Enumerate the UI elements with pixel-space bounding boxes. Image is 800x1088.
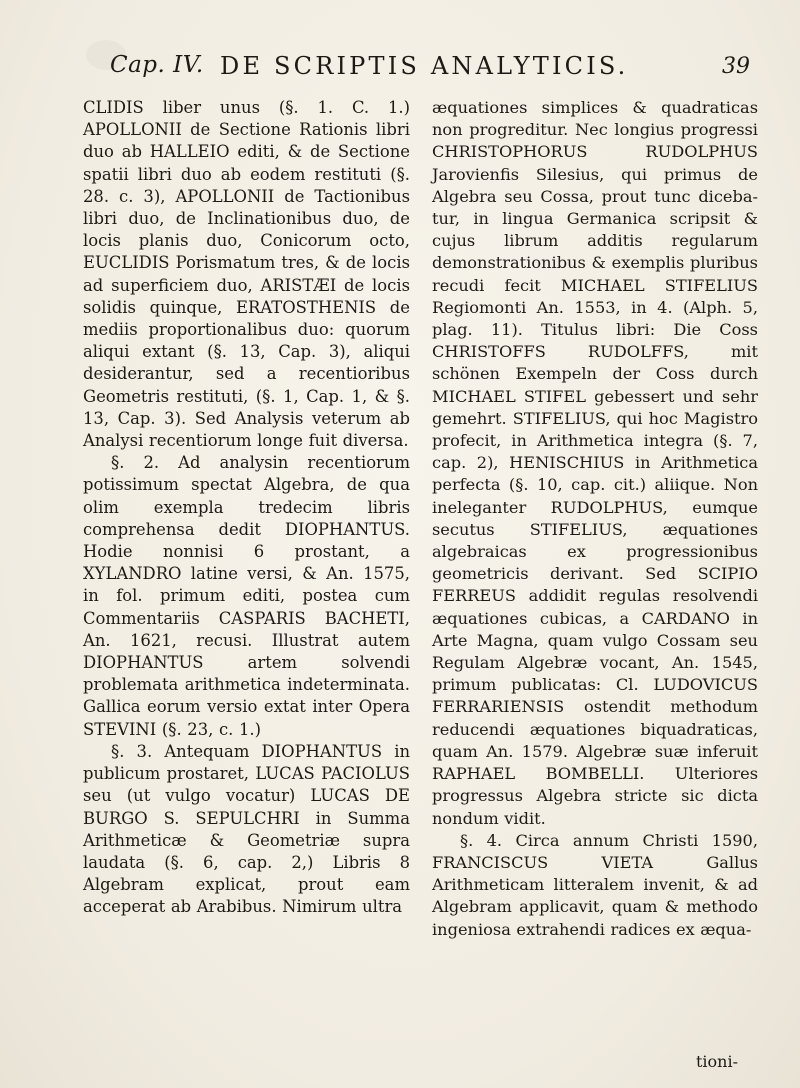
paragraph-left-2: §. 2. Ad analysin recentiorum potissimum spectat Algebra, de qua olim exempla tredecim libris comprehensa dedit DIOPHANTUS. Hodie nonnisi 6 prostant, a XYLANDRO latine versi, & An. 1575, in fol. primum editi, postea cum Commentariis CASPARIS BACHETI, An. 1621, recusi. Illustrat autem DIOPHANTUS artem solvendi problemata arithmetica indeterminata. Gallica eorum versio extat inter Opera STEVINI (§. 23, c. 1.) — [83, 453, 410, 739]
paragraph-right-1: æquationes simplices & quadraticas non progreditur. Nec longius progressi CHRISTOPHORUS RUDOLPHUS Jarovienfis Silesius, qui primus de Algebra seu Cossa, prout tunc diceba- tur, in lingua Germanica scripsit & cujus librum additis regularum demonstrationibus & exemplis pluribus recudi fecit MICHAEL STIFELIUS Regiomonti An. 1553, in 4. (Alph. 5, plag. 11). Titulus libri: Die Coss CHRISTOFFS RUDOLFFS, mit schönen Exempeln der Coss durch MICHAEL STIFEL gebessert und sehr gemehrt. STIFELIUS, qui hoc Magistro profecit, in Arithmetica integra (§. 7, cap. 2), HENISCHIUS in Arithmetica perfecta (§. 10, cap. cit.) aliique. Non ineleganter RUDOLPHUS, eumque secutus STIFELIUS, æquationes algebraicas ex progressionibus geometricis derivant. Sed SCIPIO FERREUS addidit regulas resolvendi æquationes cubicas, a CARDANO in Arte Magna, quam vulgo Cossam seu Regulam Algebræ vocant, An. 1545, primum publicatas: Cl. LUDOVICUS FERRARIENSIS ostendit methodum reducendi æquationes biquadraticas, quam An. 1579. Algebræ suæ inferuit RAPHAEL BOMBELLI. Ulteriores progressus Algebra stricte sic dicta nondum vidit. — [432, 98, 758, 828]
paragraph-left-1: CLIDIS liber unus (§. 1. C. 1.) APOLLONII de Sectione Rationis libri duo ab HALLEIO editi, & de Sectione spatii libri duo ab eodem restituti (§. 28. c. 3), APOLLONII de Tactionibus libri duo, de Inclinationibus duo, de locis planis duo, Conicorum octo, EUCLIDIS Porismatum tres, & de locis ad superficiem duo, ARISTÆI de locis solidis quinque, ERATOSTHENIS de mediis proportionalibus duo: quorum aliqui extant (§. 13, Cap. 3), aliqui desiderantur, sed a recentioribus Geometris restituti, (§. 1, Cap. 1, & §. 13, Cap. 3). Sed Analysis veterum ab Analysi recentiorum longe fuit diversa. — [83, 98, 410, 451]
left-column — [83, 97, 410, 919]
paragraph-left-3: §. 3. Antequam DIOPHANTUS in publicum prostaret, LUCAS PACIOLUS seu (ut vulgo vocatur) LUCAS DE BURGO S. SEPULCHRI in Summa Arithmeticæ & Geometriæ supra laudata (§. 6, cap. 2,) Libris 8 Algebram explicat, prout eam acceperat ab Arabibus. Nimirum ultra — [83, 741, 410, 917]
catchword: tioni- — [695, 1052, 738, 1071]
running-title: DE SCRIPTIS ANALYTICIS. — [220, 52, 629, 80]
running-header — [110, 52, 750, 92]
page-number: 39 — [722, 54, 750, 79]
right-column — [432, 97, 758, 941]
chapter-label: Cap. IV. — [110, 52, 204, 78]
paragraph-right-2: §. 4. Circa annum Christi 1590, FRANCISCUS VIETA Gallus Arithmeticam litteralem invenit, & ad Algebram applicavit, quam & methodo ingeniosa extrahendi radices ex æqua- — [432, 830, 758, 939]
